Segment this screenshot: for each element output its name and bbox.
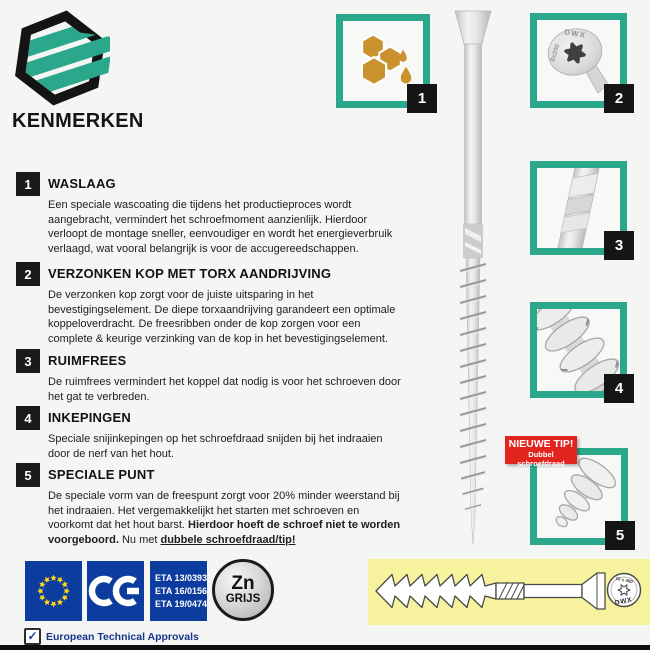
approvals-checkbox-icon: ✓ xyxy=(24,628,41,645)
approvals-label: European Technical Approvals xyxy=(46,630,199,643)
eta-number: ETA 19/0474 xyxy=(155,598,208,609)
feature-number-badge: 5 xyxy=(16,463,40,487)
product-dimension-drawing xyxy=(368,559,650,625)
feature-item-waslaag xyxy=(16,172,402,256)
new-tip-title: NIEUWE TIP! xyxy=(508,438,574,450)
bottom-divider-bar xyxy=(0,645,650,650)
feature-number-badge: 1 xyxy=(16,172,40,196)
head-stamp-text: DWX xyxy=(563,27,587,40)
drawing-size-text: 10 x 400 xyxy=(615,575,634,585)
zinc-symbol: Zn xyxy=(231,573,255,594)
approvals-row xyxy=(24,628,199,645)
feature-text-part: De speciale vorm van de freespunt zorgt voor 20% minder weerstand bij het indraaien. Het vergemakkelijkt het starten met schroeven en voorkomt dat het hout barst. xyxy=(48,490,400,531)
callout-number-tag: 2 xyxy=(604,84,634,113)
callout-number-tag: 3 xyxy=(604,231,634,260)
new-tip-label xyxy=(505,436,577,468)
feature-item-inkepingen xyxy=(16,406,402,461)
callout-inkepingen xyxy=(530,302,627,398)
ce-mark-badge xyxy=(87,561,144,621)
feature-description xyxy=(48,489,402,547)
feature-number-badge: 2 xyxy=(16,262,40,286)
feature-text-bold-underline: dubbele schroefdraad/tip! xyxy=(160,533,296,546)
feature-item-ruimfrees xyxy=(16,349,402,404)
callout-verzonken-kop xyxy=(530,13,627,108)
feature-title: INKEPINGEN xyxy=(48,410,131,425)
feature-title: RUIMFREES xyxy=(48,353,127,368)
page-title: KENMERKEN xyxy=(12,110,144,132)
feature-title: SPECIALE PUNT xyxy=(48,467,155,482)
product-screw-image xyxy=(440,4,506,556)
callout-waslaag xyxy=(336,14,430,108)
eta-number: ETA 16/0156 xyxy=(155,585,208,596)
eu-flag-badge xyxy=(25,561,82,621)
feature-description: De verzonken kop zorgt voor de juiste uitsparing in het bevestigingselement. De diepe torxaandrijving garandeert een optimale koppeloverdracht. De freesribben onder de kop zorgen voor een complete & keurige verzinking van de kop in het bevestigingselement. xyxy=(48,289,396,345)
feature-description: Een speciale wascoating die tijdens het productieproces wordt aangebracht, vermindert het schroefmoment aanzienlijk. Hierdoor verloopt de montage sneller, eenvoudiger en wordt het energieverbruik verlaagd, wat vooral belangrijk is voor de accugereedschappen. xyxy=(48,199,393,255)
zinc-color-label: GRIJS xyxy=(225,593,261,605)
callout-ruimfrees xyxy=(530,161,627,255)
eta-approvals-badge xyxy=(150,561,207,621)
feature-description: De ruimfrees vermindert het koppel dat nodig is voor het schroeven door het gat te verbreden. xyxy=(48,376,401,403)
feature-title: VERZONKEN KOP MET TORX AANDRIJVING xyxy=(48,266,332,281)
zinc-grey-badge xyxy=(212,559,274,621)
feature-title: WASLAAG xyxy=(48,176,116,191)
feature-number-badge: 4 xyxy=(16,406,40,430)
eta-number: ETA 13/0393 xyxy=(155,572,208,583)
feature-text-bold: Hierdoor hoeft de schroef niet te worden voorgeboord. xyxy=(48,519,401,546)
feature-item-verzonken-kop xyxy=(16,262,402,346)
drawing-stamp-text: DWX xyxy=(614,596,634,607)
head-size-stamp-text: 8x200 xyxy=(549,43,562,63)
callout-number-tag: 4 xyxy=(604,374,634,403)
feature-text-part: Nu met xyxy=(118,533,161,546)
feature-item-speciale-punt xyxy=(16,463,402,547)
callout-number-tag: 1 xyxy=(407,84,437,113)
feature-number-badge: 3 xyxy=(16,349,40,373)
feature-description: Speciale snijinkepingen op het schroefdraad snijden bij het indraaien door de nerf van het hout. xyxy=(48,433,383,460)
new-tip-subtitle: Dubbel schroefdraad xyxy=(517,450,565,468)
callout-number-tag: 5 xyxy=(605,521,635,550)
brand-logo xyxy=(10,6,110,110)
